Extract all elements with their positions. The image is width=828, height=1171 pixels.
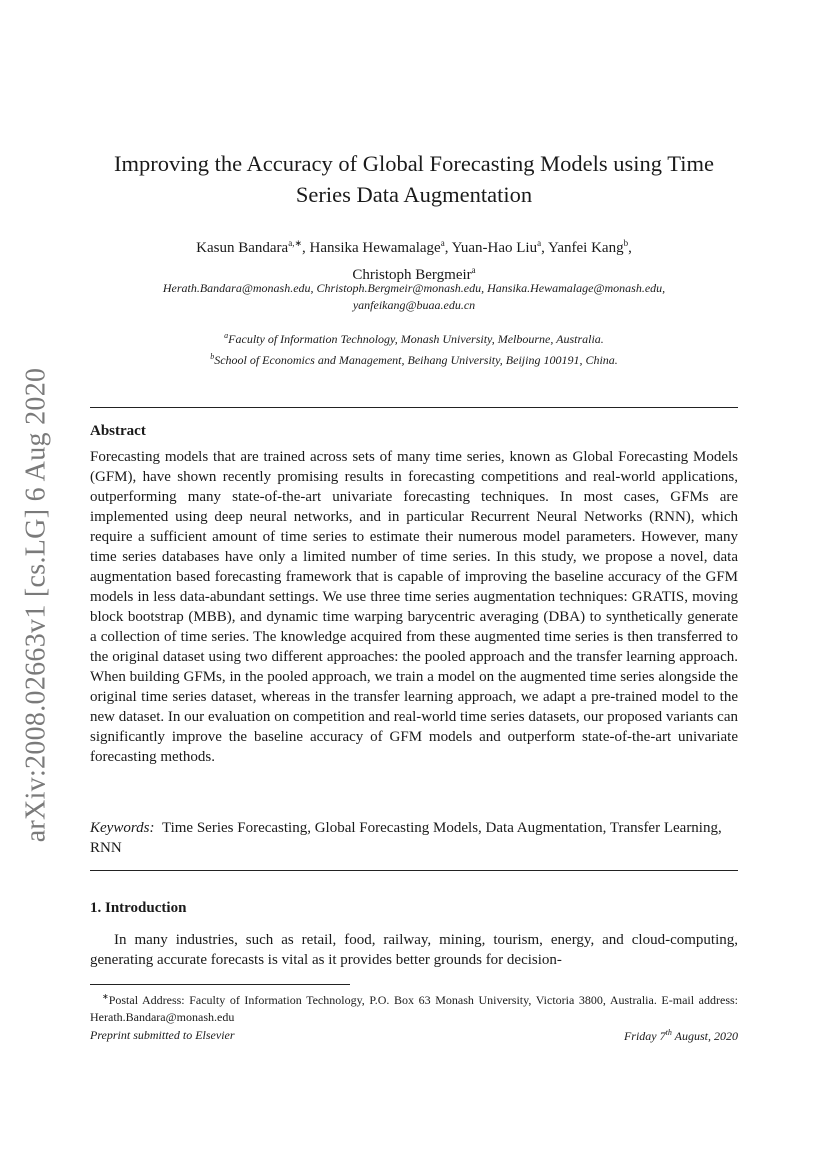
abstract-text: Forecasting models that are trained across sets of many time series, known as Global Forecasting Models (GFM), have shown recently promising results in forecasting competitions and real-world applications, outperforming many state-of-the-art univariate forecasting techniques. In most cases, GFMs are implemented using deep neural networks, and in particular Recurrent Neural Networks (RNN), which require a sufficient amount of time series to estimate their numerous model parameters. However, many time series databases have only a limited number of time series. In this study, we propose a novel, data augmentation based forecasting framework that is capable of improving the baseline accuracy of the GFM models in less data-abundant settings. We use three time series augmentation techniques: GRATIS, moving block bootstrap (MBB), and dynamic time warping barycentric averaging (DBA) to synthetically generate a collection of time series. The knowledge acquired from these augmented time series is then transferred to the original dataset using two different approaches: the pooled approach and the transfer learning approach. When building GFMs, in the pooled approach, we train a model on the augmented time series alongside the original time series dataset, whereas in the transfer learning approach, we adapt a pre-trained model to the new dataset. In our evaluation on competition and real-world time series datasets, our proposed variants can significantly improve the baseline accuracy of GFM models and outperform state-of-the-art univariate forecasting methods. (90, 449, 738, 765)
author-affil-mark: a (537, 238, 542, 248)
abstract-bottom-rule (90, 870, 738, 871)
emails-line-2: yanfeikang@buaa.edu.cn (352, 298, 476, 312)
author-name: Christoph Bergmeir (352, 267, 472, 283)
author-name: Kasun Bandara (196, 240, 289, 256)
affiliation-a (90, 327, 738, 348)
introduction-text: In many industries, such as retail, food, railway, mining, tourism, energy, and cloud-computing, generating accurate forecasts is vital as it provides better grounds for decision- (90, 932, 738, 968)
affiliation-text: School of Economics and Management, Beihang University, Beijing 100191, China. (214, 353, 618, 367)
keywords-text: Time Series Forecasting, Global Forecasting Models, Data Augmentation, Transfer Learning, RNN (90, 820, 722, 856)
emails-line-1: Herath.Bandara@monash.edu, Christoph.Bergmeir@monash.edu, Hansika.Hewamalage@monash.edu, (162, 281, 666, 295)
author-separator: , (444, 240, 452, 256)
title-line-2: Series Data Augmentation (295, 182, 533, 207)
author-line-1 (90, 232, 738, 259)
preprint-footer (90, 1028, 738, 1044)
title-line-1: Improving the Accuracy of Global Forecasting Models using Time (114, 151, 714, 176)
preprint-label: Preprint submitted to Elsevier (90, 1028, 235, 1042)
footnote (90, 988, 738, 1026)
author-list (90, 232, 738, 286)
footnote-mark: ∗ (102, 992, 109, 1001)
affiliation-mark: b (210, 352, 215, 361)
keywords-label: Keywords: (90, 820, 155, 836)
affiliation-text: Faculty of Information Technology, Monash University, Melbourne, Australia. (228, 332, 604, 346)
preprint-date (624, 1028, 738, 1044)
arxiv-side-stamp (14, 365, 58, 845)
arxiv-identifier: arXiv:2008.02663v1 [cs.LG] 6 Aug 2020 (20, 367, 52, 843)
author-separator: , (302, 240, 310, 256)
affiliation-b (90, 348, 738, 369)
author-affil-mark: a,∗ (288, 238, 303, 248)
affiliations (90, 327, 738, 369)
abstract-heading: Abstract (90, 423, 146, 439)
paper-title (90, 148, 738, 210)
author-affil-mark: a (440, 238, 445, 248)
abstract-top-rule (90, 407, 738, 408)
author-name: Hansika Hewamalage (309, 240, 441, 256)
section-heading-introduction: 1. Introduction (90, 900, 187, 916)
date-superscript: th (665, 1028, 672, 1037)
affiliation-mark: a (224, 331, 229, 340)
author-name: Yanfei Kang (548, 240, 624, 256)
author-separator: , (628, 240, 632, 256)
date-suffix: August, 2020 (671, 1029, 738, 1043)
author-affil-mark: b (623, 238, 629, 248)
footnote-text: Postal Address: Faculty of Information Technology, P.O. Box 63 Monash University, Victoria 3800, Australia. E-mail address: Herath.Bandara@monash.edu (90, 993, 738, 1024)
keywords (90, 818, 738, 858)
author-affil-mark: a (471, 265, 476, 275)
author-emails (90, 280, 738, 314)
author-separator: , (541, 240, 549, 256)
author-name: Yuan-Hao Liu (451, 240, 538, 256)
date-prefix: Friday 7 (623, 1029, 666, 1043)
footnote-rule (90, 984, 350, 985)
